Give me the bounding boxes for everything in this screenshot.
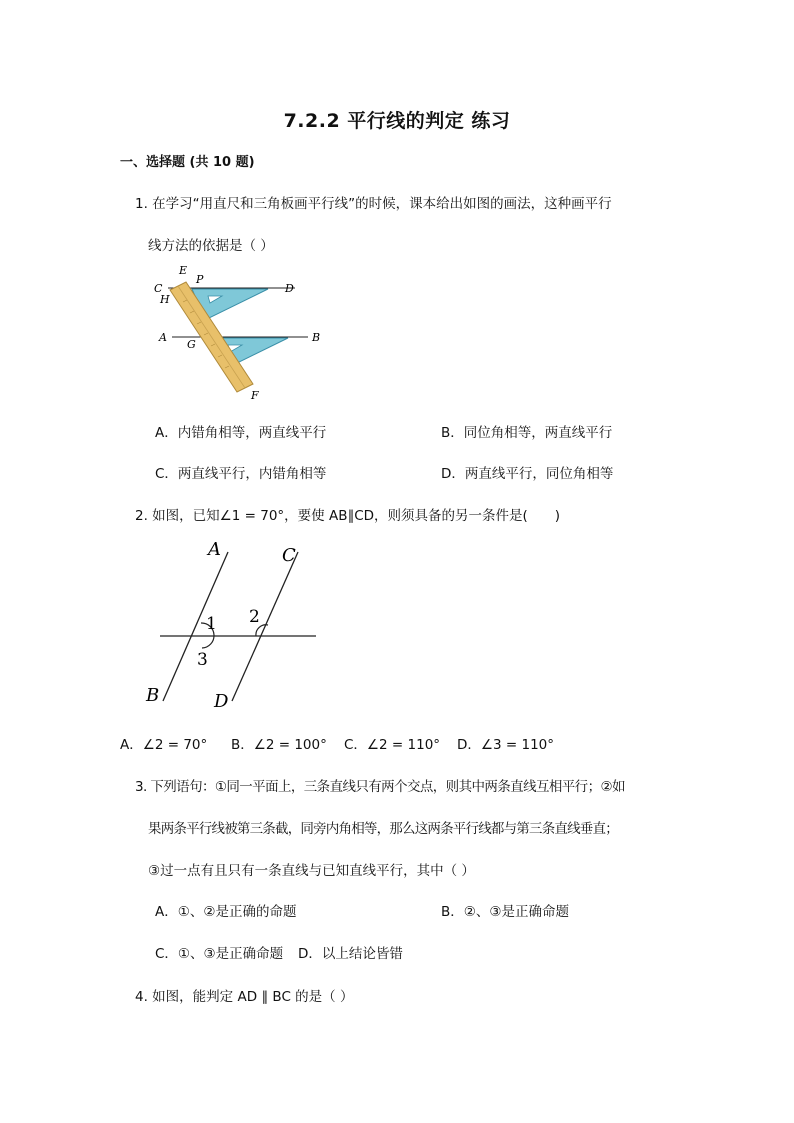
q2-option-a[interactable]: A．∠2 = 70° [120,737,208,753]
label-h: H [160,293,170,306]
q1-option-a[interactable]: A．内错角相等，两直线平行 [155,425,327,441]
label-b-2: B [146,685,160,706]
page-title: 7.2.2 平行线的判定 练习 [283,110,511,132]
question-4-line-1: 4. 如图，能判定 AD ∥ BC 的是（ ） [135,989,354,1005]
question-1-line-2: 线方法的依据是（ ） [148,238,274,254]
label-a-2: A [208,539,221,560]
label-f: F [251,389,259,402]
q1-option-d[interactable]: D．两直线平行，同位角相等 [441,466,614,482]
q3-option-c[interactable]: C．①、③是正确命题 [155,946,284,962]
label-angle-1: 1 [206,614,217,634]
label-e: E [179,264,188,277]
label-c: C [154,282,163,295]
label-g: G [187,338,196,351]
label-angle-2: 2 [249,607,260,627]
line-cd-2 [232,552,298,701]
question-3-line-2: 果两条平行线被第三条截，同旁内角相等，那么这两条平行线都与第三条直线垂直； [148,821,618,837]
label-d: D [285,282,294,295]
label-d-2: D [214,691,229,712]
parallel-lines-figure [140,535,330,715]
ruler-triangle-figure [150,262,330,404]
q2-option-b[interactable]: B．∠2 = 100° [231,737,327,753]
q2-option-d[interactable]: D．∠3 = 110° [457,737,554,753]
q3-option-b[interactable]: B．②、③是正确命题 [441,904,569,920]
q1-option-b[interactable]: B．同位角相等，两直线平行 [441,425,613,441]
question-3-line-3: ③过一点有且只有一条直线与已知直线平行，其中（ ） [148,863,475,879]
label-p: P [196,273,204,286]
question-3-line-1: 3. 下列语句：①同一平面上，三条直线只有两个交点，则其中两条直线互相平行；②如 [135,779,625,795]
label-c-2: C [282,545,296,566]
question-2-line-1: 2. 如图，已知∠1 = 70°，要使 AB∥CD，则须具备的另一条件是( ) [135,508,561,524]
section-heading: 一、选择题 (共 10 题) [120,155,255,170]
line-ab-2 [163,552,228,701]
q1-option-c[interactable]: C．两直线平行，内错角相等 [155,466,327,482]
label-a: A [159,331,167,344]
label-angle-3: 3 [197,650,208,670]
q2-option-c[interactable]: C．∠2 = 110° [344,737,441,753]
label-b: B [312,331,321,344]
question-1-line-1: 1. 在学习“用直尺和三角板画平行线”的时候，课本给出如图的画法，这种画平行 [135,196,612,212]
q3-option-a[interactable]: A．①、②是正确的命题 [155,904,297,920]
q3-option-d[interactable]: D．以上结论皆错 [298,946,403,962]
